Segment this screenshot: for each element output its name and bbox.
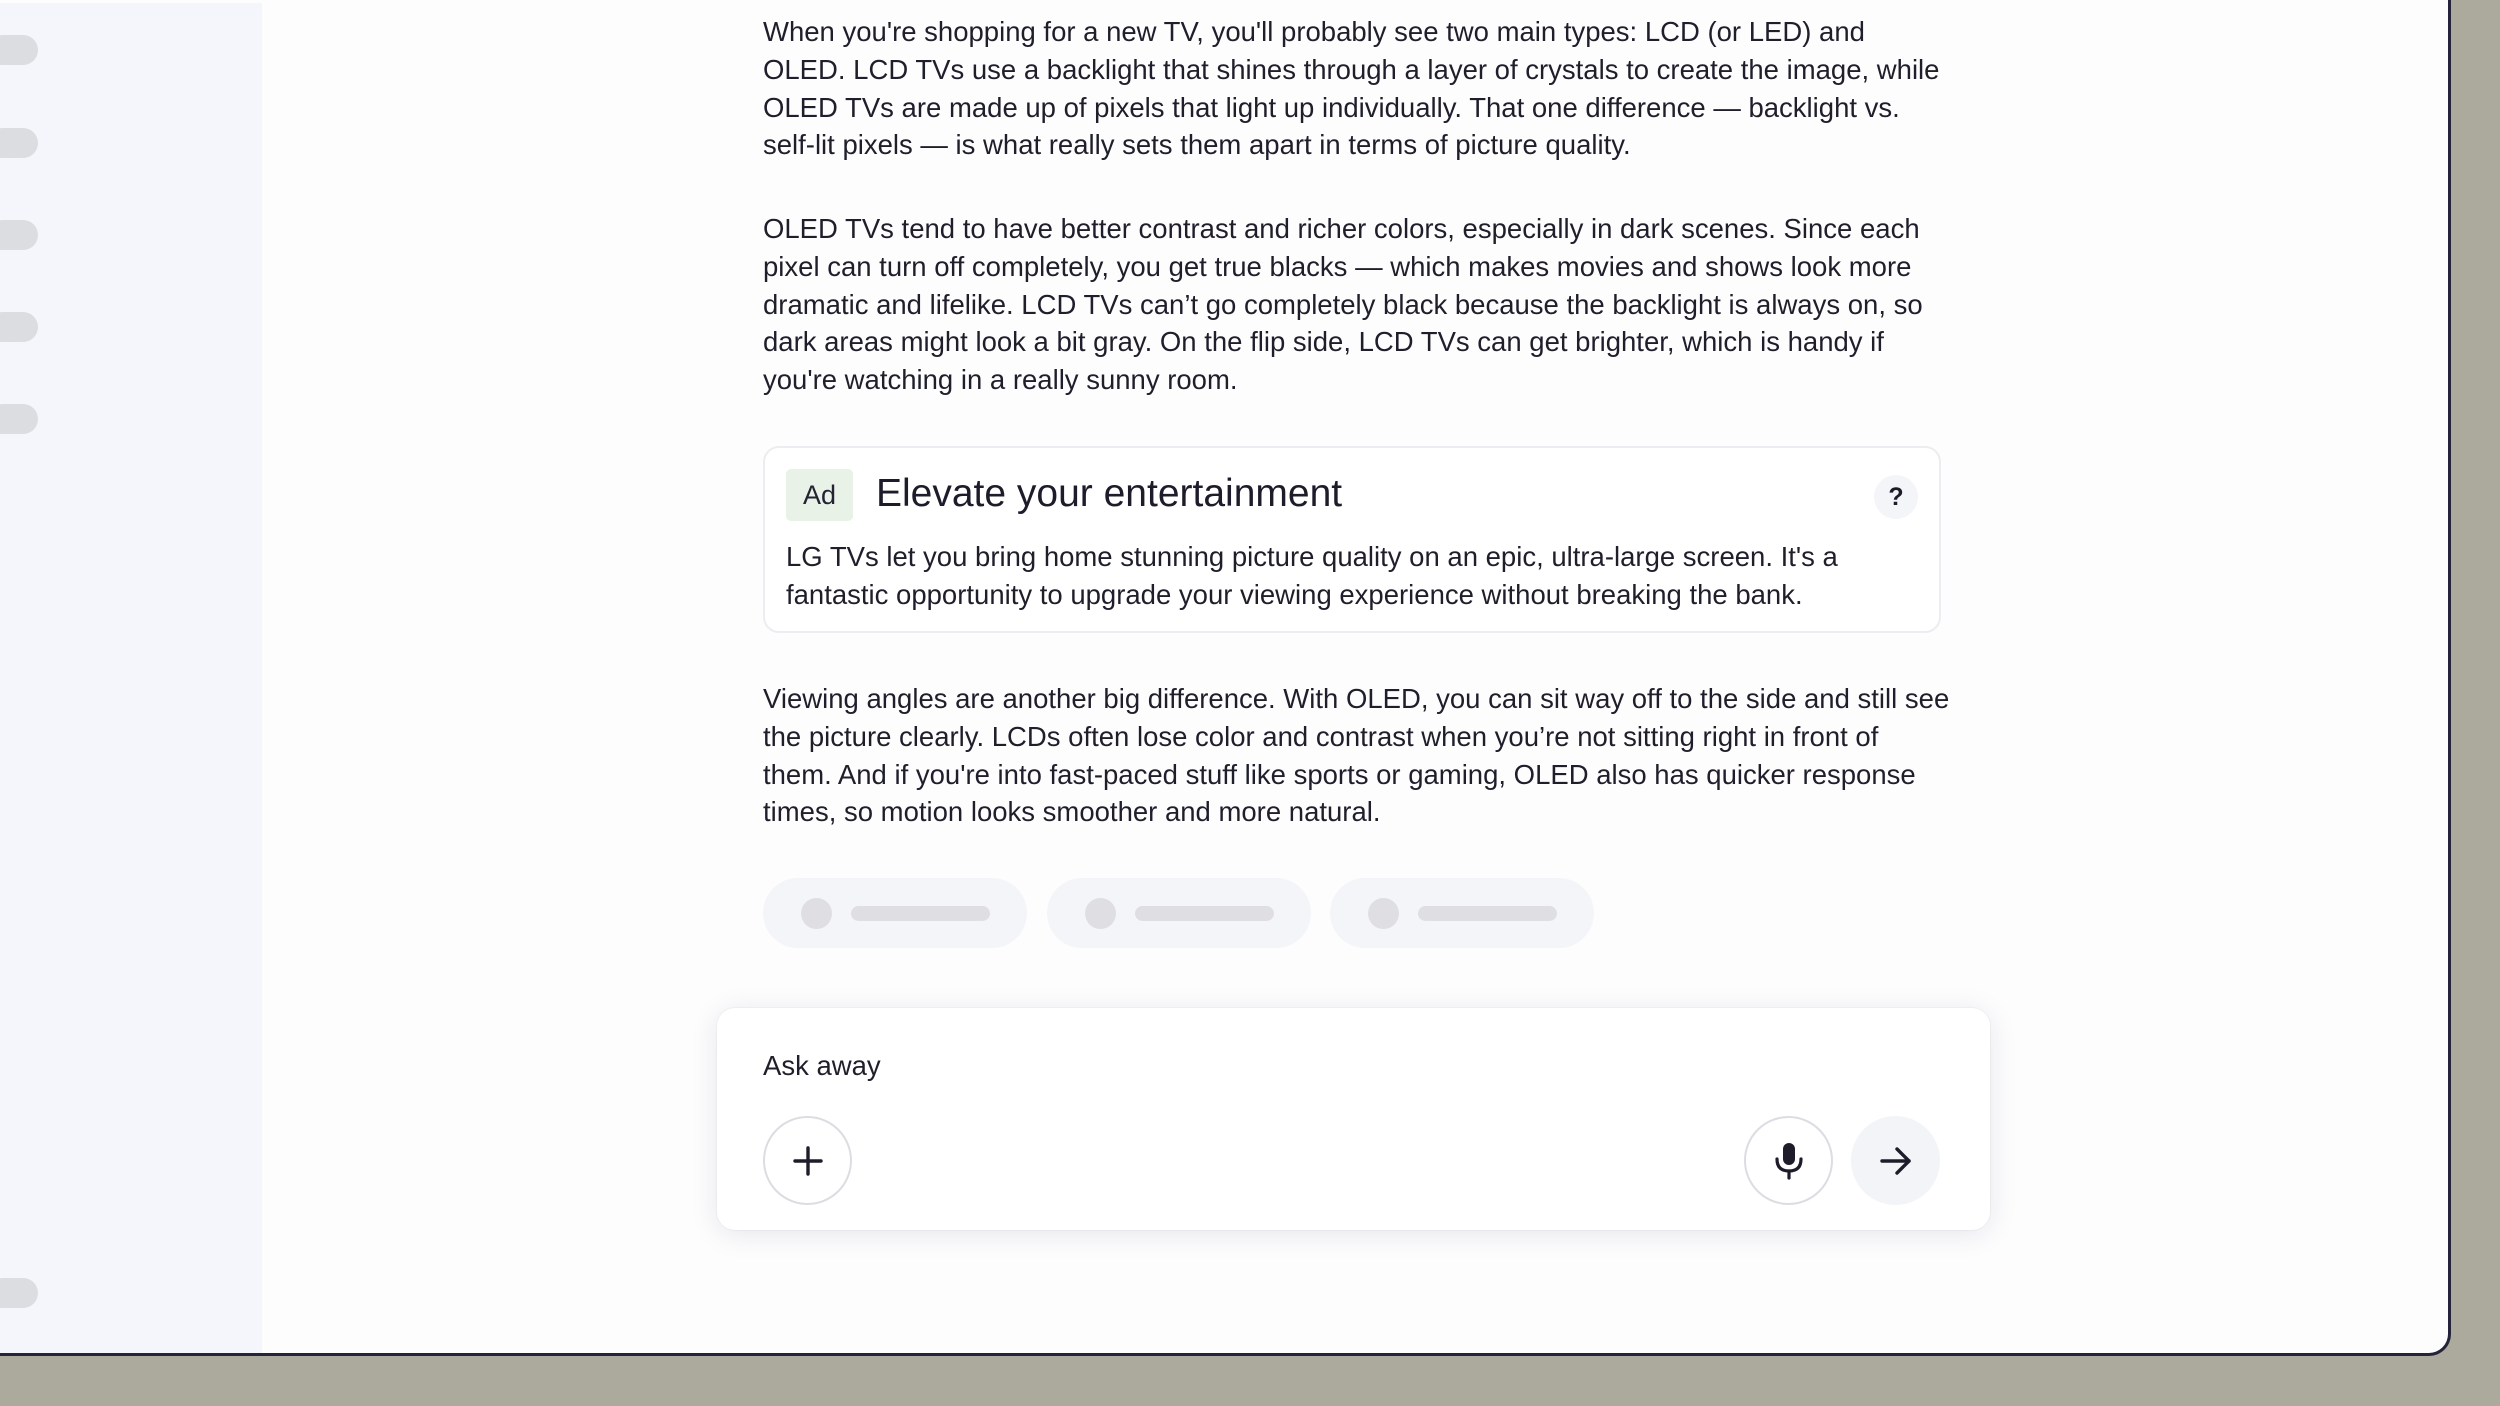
chip-icon-placeholder [1085,898,1116,929]
sidebar-item-placeholder[interactable] [0,312,38,342]
ad-body: LG TVs let you bring home stunning picture quality on an epic, ultra-large screen. It's a fantastic opportunity to upgrade your viewing experience without breaking the bank. [786,541,1838,610]
ad-badge: Ad [786,469,853,521]
send-button[interactable] [1851,1116,1940,1205]
response-paragraph: OLED TVs tend to have better contrast and richer colors, especially in dark scenes. Since each pixel can turn off completely, you get true blacks — which makes movies and shows look more dramatic and lifelike. LCD TVs can’t go completely black because the backlight is always on, so dark areas might look a bit gray. On the flip side, LCD TVs can get brighter, which is handy if you're watching in a really sunny room. [763,213,1923,396]
sponsored-ad-card[interactable] [763,446,1941,633]
response-paragraph: When you're shopping for a new TV, you'll probably see two main types: LCD (or LED) and OLED. LCD TVs use a backlight that shines through a layer of crystals to create the image, while OLED TVs are made up of pixels that light up individually. That one difference — backlight vs. self-lit pixels — is what really sets them apart in terms of picture quality. [763,16,1940,161]
sidebar-item-placeholder[interactable] [0,220,38,250]
chip-label-placeholder [851,906,990,921]
add-attachment-button[interactable] [763,1116,852,1205]
suggestion-chip-placeholder[interactable] [1047,878,1311,948]
sidebar-item-placeholder[interactable] [0,35,38,65]
plus-icon [791,1144,825,1178]
chip-icon-placeholder [1368,898,1399,929]
response-paragraph: Viewing angles are another big difference. With OLED, you can sit way off to the side and still see the picture clearly. LCDs often lose color and contrast when you’re not sitting right in front of them. And if you're into fast-paced stuff like sports or gaming, OLED also has quicker response times, so motion looks smoother and more natural. [763,683,1950,828]
sidebar [0,3,262,1356]
sidebar-item-placeholder[interactable] [0,1278,38,1308]
chip-icon-placeholder [801,898,832,929]
suggestion-chip-placeholder[interactable] [763,878,1027,948]
arrow-right-icon [1878,1144,1914,1178]
sidebar-item-placeholder[interactable] [0,128,38,158]
chip-label-placeholder [1418,906,1557,921]
voice-input-button[interactable] [1744,1116,1833,1205]
message-composer [717,1008,1990,1230]
ask-input[interactable] [763,1046,1763,1086]
chip-label-placeholder [1135,906,1274,921]
suggestion-chip-placeholder[interactable] [1330,878,1594,948]
ad-help-button[interactable]: ? [1874,475,1918,519]
microphone-icon [1772,1141,1806,1181]
sidebar-item-placeholder[interactable] [0,404,38,434]
ad-title[interactable]: Elevate your entertainment [876,472,1343,515]
